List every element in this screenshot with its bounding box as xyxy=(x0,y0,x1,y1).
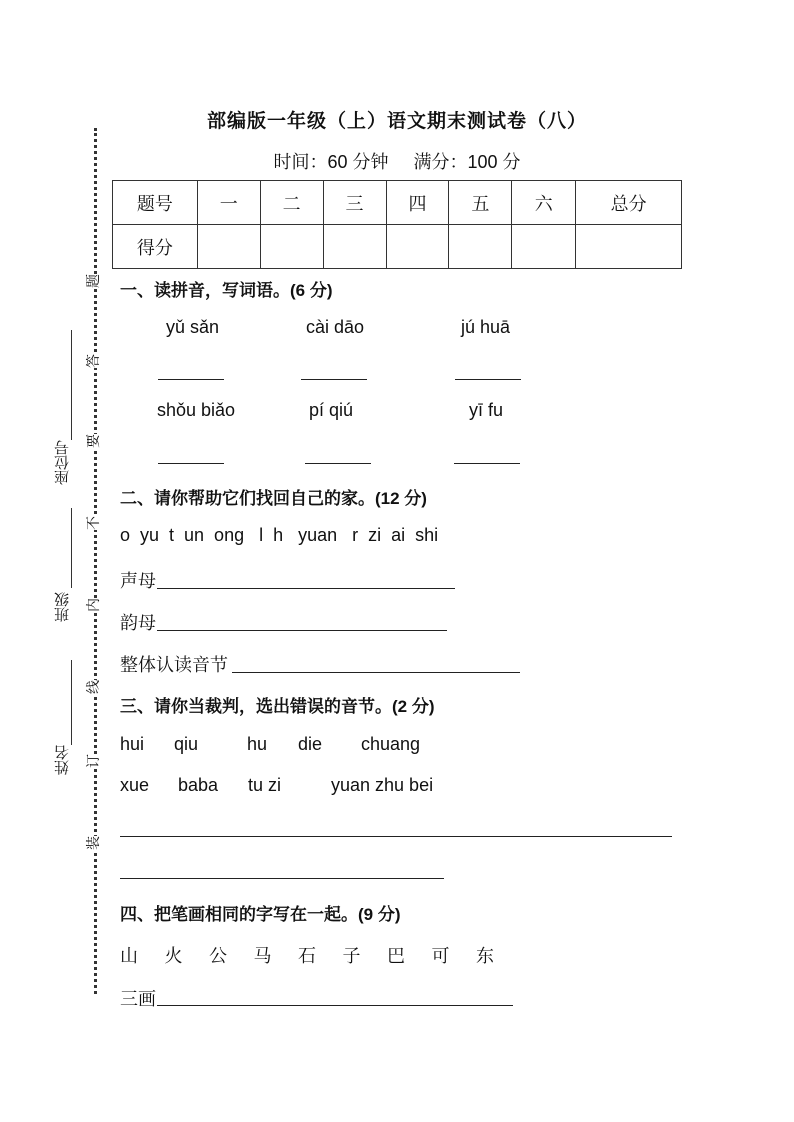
answer-blank[interactable] xyxy=(305,463,371,464)
score-row-label: 得分 xyxy=(113,225,198,269)
binding-char: 内 xyxy=(82,598,104,612)
syllable: baba xyxy=(178,775,219,795)
pinyin-item: cài dāo xyxy=(306,317,365,337)
answer-blank[interactable] xyxy=(158,463,224,464)
score-cell[interactable] xyxy=(449,225,512,269)
section4-title: 四、把笔画相同的字写在一起。(9 分) xyxy=(120,905,401,924)
character: 东 xyxy=(476,946,494,966)
section2-title: 二、请你帮助它们找回自己的家。(12 分) xyxy=(120,489,427,508)
pinyin-item: shǒu biǎo xyxy=(157,400,236,420)
answer-blank[interactable] xyxy=(455,379,521,380)
letters-list: o yu t un ong l h yuan r zi ai shi xyxy=(120,525,439,545)
syllable: chuang xyxy=(361,734,421,754)
binding-dotted-line xyxy=(94,128,97,994)
score-cell[interactable] xyxy=(260,225,323,269)
syllable: yuan zhu bei xyxy=(331,775,434,795)
pinyin-item: pí qiú xyxy=(309,400,354,420)
character: 公 xyxy=(209,946,227,966)
exam-info xyxy=(0,148,794,174)
pinyin-item: yī fu xyxy=(469,400,504,420)
score-cell[interactable] xyxy=(576,225,682,269)
three-strokes-answer-line[interactable] xyxy=(157,1005,513,1006)
initials-answer-line[interactable] xyxy=(157,588,455,589)
finals-answer-line[interactable] xyxy=(157,630,447,631)
character-list xyxy=(120,942,521,968)
character: 石 xyxy=(298,946,316,966)
binding-char: 订 xyxy=(82,754,104,768)
binding-char: 线 xyxy=(82,680,104,694)
syllable: hui xyxy=(120,734,145,754)
binding-char: 答 xyxy=(82,354,104,368)
syllable: tu zi xyxy=(248,775,282,795)
section1-title: 一、读拼音，写词语。(6 分) xyxy=(120,281,333,300)
score-header-cell: 四 xyxy=(386,181,449,225)
binding-char: 要 xyxy=(82,434,104,448)
whole-syllables-label: 整体认读音节 xyxy=(120,655,228,675)
answer-blank[interactable] xyxy=(301,379,367,380)
score-header-cell: 二 xyxy=(260,181,323,225)
score-header-cell: 总分 xyxy=(576,181,682,225)
score-header-cell: 题号 xyxy=(113,181,198,225)
binding-char: 题 xyxy=(82,274,104,288)
name-line[interactable] xyxy=(71,660,72,745)
character: 马 xyxy=(253,946,272,966)
score-table xyxy=(112,180,682,269)
section3-answer-line[interactable] xyxy=(120,836,672,837)
exam-time: 时间：60 分钟 xyxy=(273,152,389,172)
score-cell[interactable] xyxy=(512,225,576,269)
character: 可 xyxy=(431,946,450,966)
seat-number-line[interactable] xyxy=(71,330,72,440)
character: 火 xyxy=(164,946,183,966)
class-label: 班级 xyxy=(54,592,71,622)
pinyin-item: jú huā xyxy=(461,317,511,337)
score-header-cell: 五 xyxy=(449,181,512,225)
answer-blank[interactable] xyxy=(158,379,224,380)
syllable: hu xyxy=(247,734,268,754)
score-header-cell: 六 xyxy=(512,181,576,225)
answer-blank[interactable] xyxy=(454,463,520,464)
score-table-header-row xyxy=(113,181,682,225)
syllable: qiu xyxy=(174,734,199,754)
score-cell[interactable] xyxy=(197,225,260,269)
score-table-score-row xyxy=(113,225,682,269)
pinyin-item: yǔ sǎn xyxy=(166,317,220,337)
character: 子 xyxy=(342,946,361,966)
character: 巴 xyxy=(387,946,405,966)
score-header-cell: 一 xyxy=(197,181,260,225)
section3-answer-line[interactable] xyxy=(120,878,444,879)
name-label: 姓名 xyxy=(54,745,71,775)
finals-label: 韵母 xyxy=(120,613,156,633)
score-cell[interactable] xyxy=(386,225,449,269)
exam-full-score: 满分：100 分 xyxy=(413,152,521,172)
seat-number-label: 座位号 xyxy=(54,440,71,485)
binding-char: 装 xyxy=(82,836,104,850)
character: 山 xyxy=(120,946,138,966)
score-header-cell: 三 xyxy=(323,181,386,225)
syllable: xue xyxy=(120,775,150,795)
syllable: die xyxy=(298,734,323,754)
class-line[interactable] xyxy=(71,508,72,588)
whole-syllables-answer-line[interactable] xyxy=(232,672,520,673)
score-cell[interactable] xyxy=(323,225,386,269)
section3-title: 三、请你当裁判，选出错误的音节。(2 分) xyxy=(120,697,435,716)
three-strokes-label: 三画 xyxy=(120,989,156,1009)
initials-label: 声母 xyxy=(120,571,156,591)
page-title: 部编版一年级（上）语文期末测试卷（八） xyxy=(206,111,587,132)
binding-char: 不 xyxy=(82,516,104,530)
